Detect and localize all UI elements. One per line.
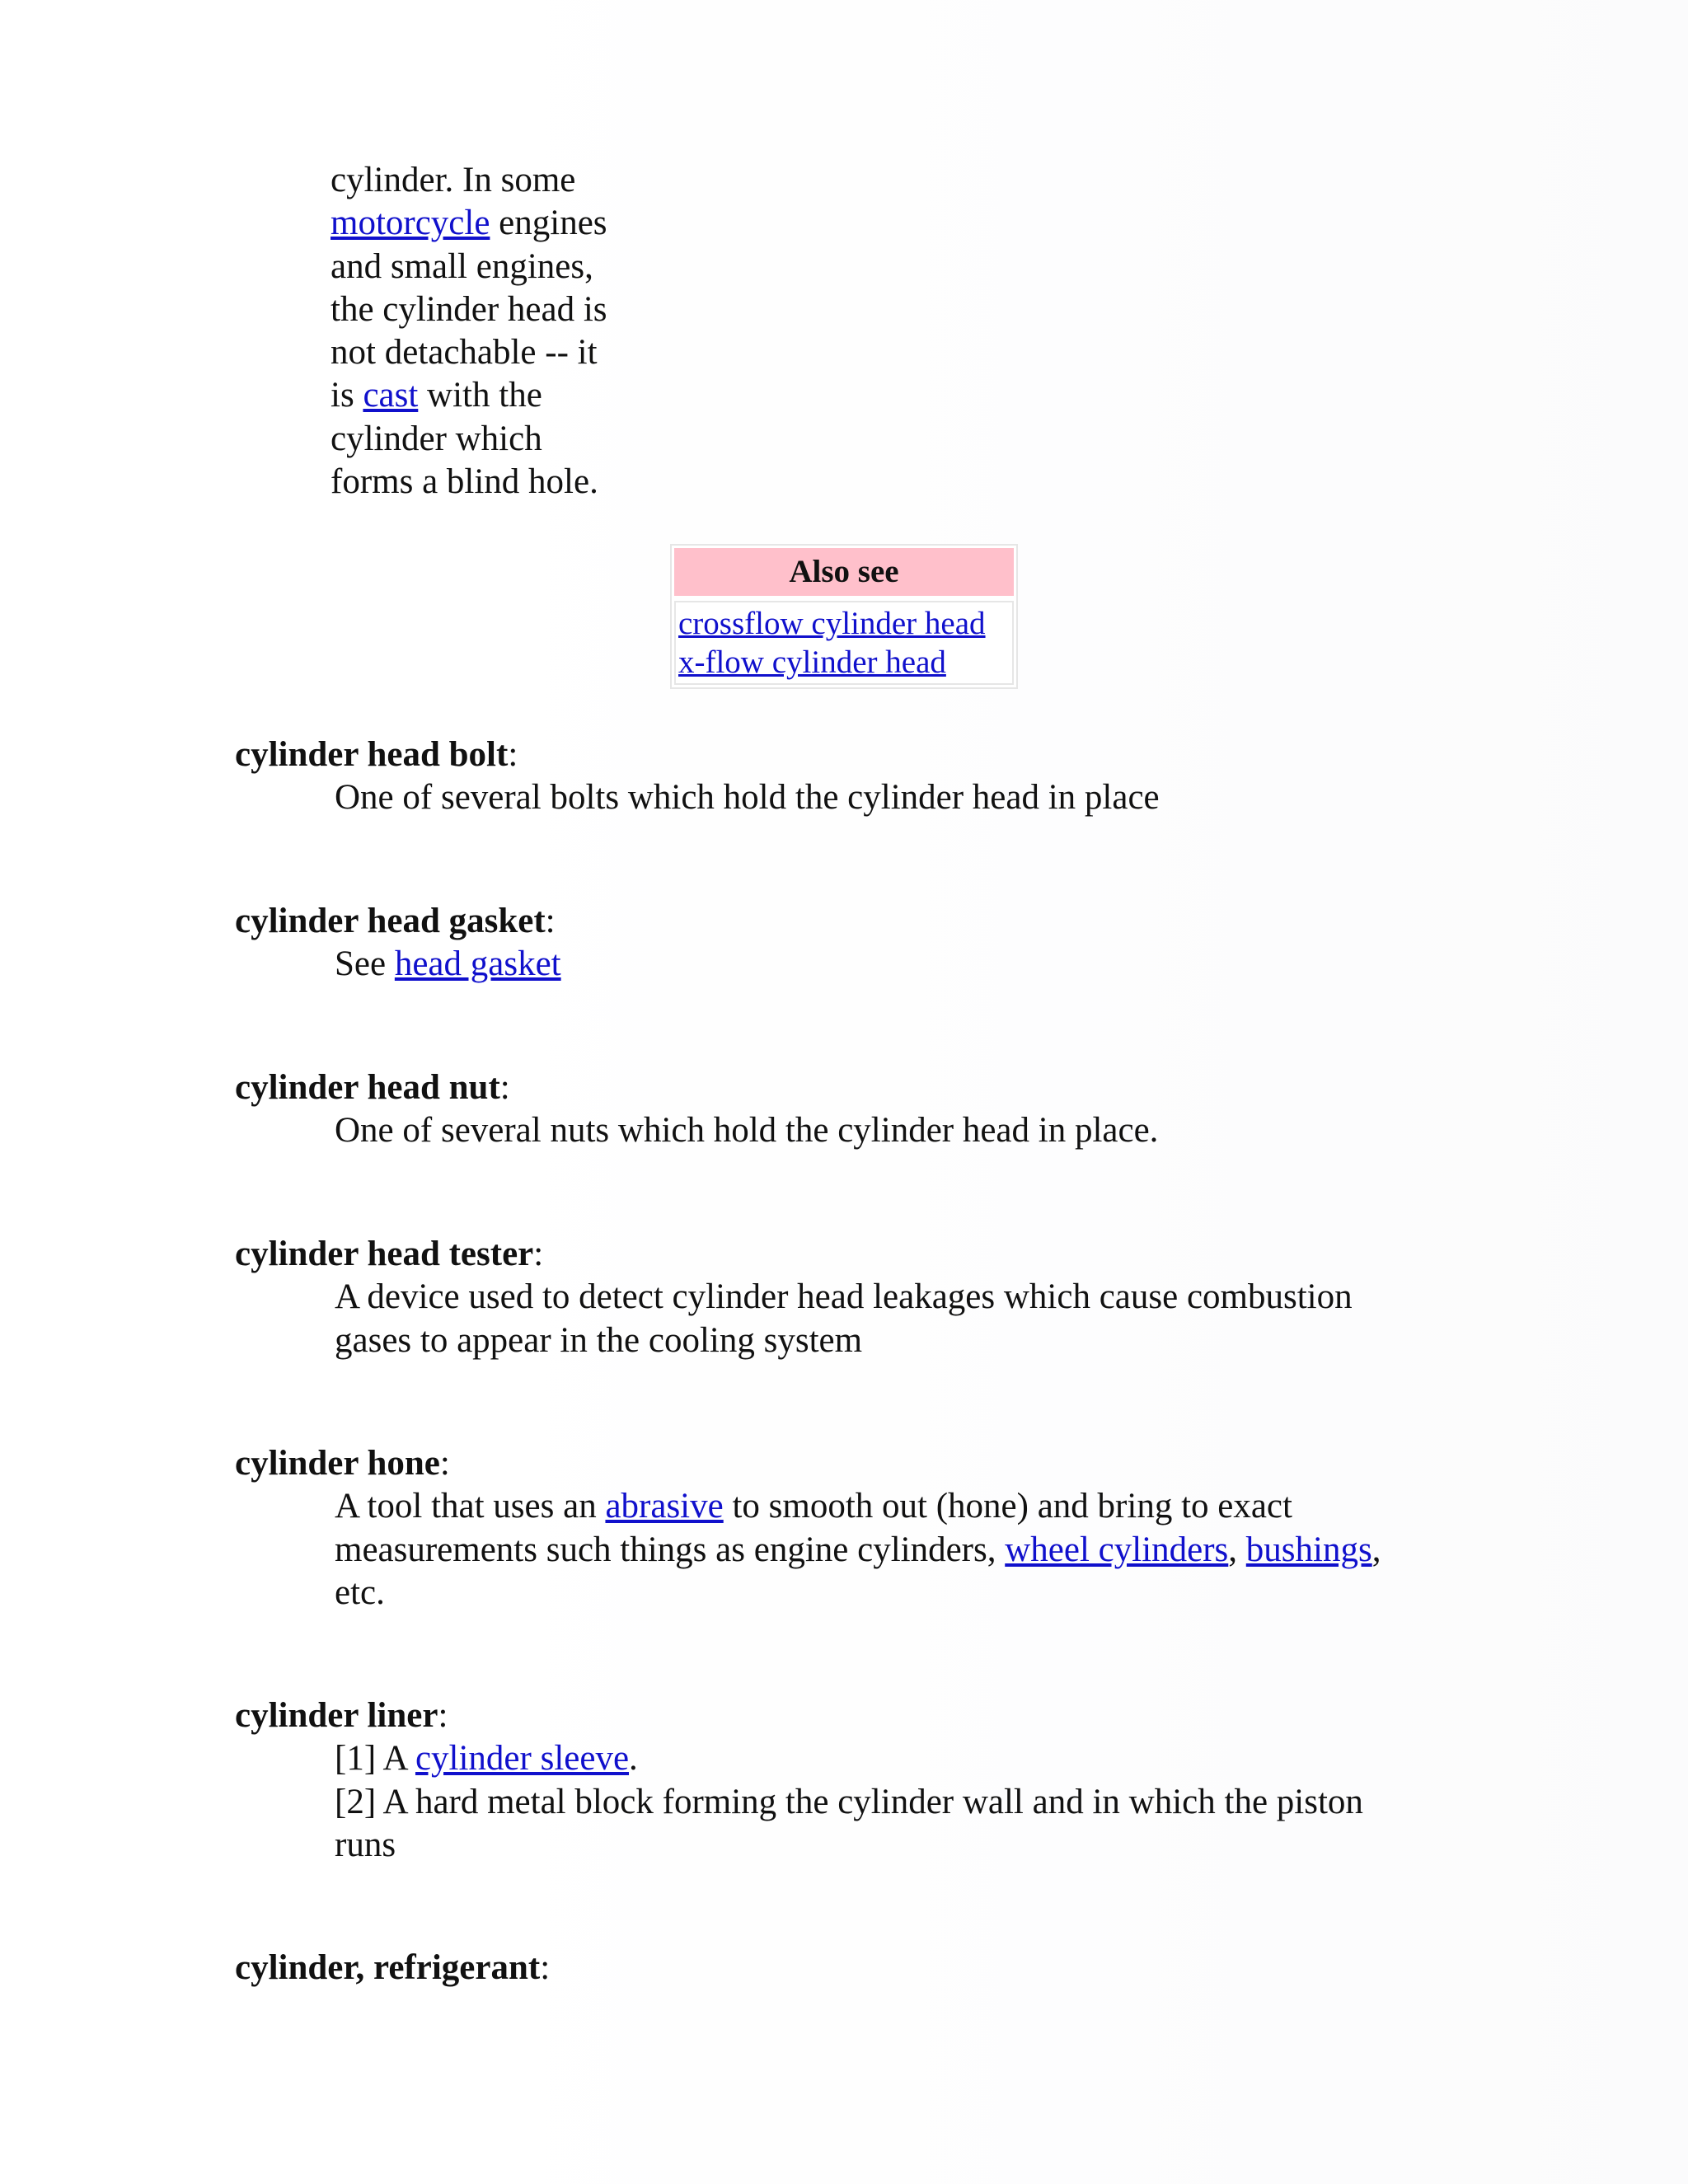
definition-line: One of several nuts which hold the cylinder head in place. [335, 1111, 1159, 1151]
intro-line: cylinder which [331, 419, 542, 458]
wheel-cylinders-link[interactable]: wheel cylinders [1005, 1530, 1229, 1569]
entry-definition [335, 1109, 1587, 1152]
term-text: cylinder head bolt [235, 735, 509, 774]
entry-definition [335, 776, 1587, 819]
entry-term [235, 1442, 1587, 1485]
intro-line: cylinder. In some [331, 161, 576, 199]
intro-text: with the [418, 376, 542, 415]
entry-term [235, 1694, 1587, 1737]
definition-text: to smooth out (hone) and bring to exact [723, 1487, 1292, 1526]
entry-term [235, 1066, 1587, 1109]
term-text: cylinder head nut [235, 1068, 500, 1107]
definition-text: measurements such things as engine cylinders, [335, 1530, 1006, 1569]
definition-line [335, 943, 1587, 986]
also-see-title: Also see [674, 548, 1014, 596]
entry-definition [335, 1276, 1587, 1362]
entry-cylinder-refrigerant [235, 1947, 550, 1990]
also-see-box [670, 544, 1018, 689]
also-see-links [674, 601, 1014, 685]
term-colon: : [499, 1068, 510, 1107]
term-colon: : [439, 1444, 450, 1483]
entry-cylinder-head-tester [235, 1233, 1587, 1362]
term-text: cylinder head gasket [235, 902, 546, 940]
intro-line [331, 374, 644, 417]
intro-line: forms a blind hole. [331, 462, 598, 502]
entry-cylinder-liner [235, 1694, 1587, 1867]
entry-definition [335, 1485, 1587, 1615]
definition-line [335, 1529, 1587, 1572]
motorcycle-link[interactable]: motorcycle [331, 204, 490, 243]
abrasive-link[interactable]: abrasive [605, 1487, 724, 1526]
term-colon: : [545, 902, 556, 940]
intro-line: the cylinder head is [331, 289, 607, 329]
entry-term [235, 733, 1587, 776]
definition-line: etc. [335, 1572, 385, 1612]
intro-text: engines [490, 204, 607, 243]
crossflow-cylinder-head-link[interactable]: crossflow cylinder head [678, 606, 986, 641]
entry-term [235, 1233, 1587, 1276]
cylinder-sleeve-link[interactable]: cylinder sleeve [415, 1739, 630, 1779]
entry-term [235, 900, 1587, 943]
definition-text: . [629, 1739, 638, 1779]
head-gasket-link[interactable]: head gasket [394, 944, 561, 984]
entry-cylinder-hone [235, 1442, 1587, 1615]
entry-term [235, 1947, 550, 1990]
entry-cylinder-head-gasket [235, 900, 1587, 987]
term-colon: : [438, 1696, 448, 1735]
bushings-link[interactable]: bushings [1245, 1530, 1372, 1569]
term-text: cylinder, refrigerant [235, 1948, 541, 1987]
entry-cylinder-head-bolt [235, 733, 1587, 820]
term-text: cylinder head tester [235, 1235, 534, 1273]
term-colon: : [533, 1235, 544, 1273]
intro-text: is [331, 376, 363, 415]
term-colon: : [508, 735, 518, 774]
definition-line: runs [335, 1825, 396, 1864]
entry-cylinder-head-nut [235, 1066, 1587, 1153]
definition-line: A device used to detect cylinder head leakages which cause combustion [335, 1277, 1353, 1317]
term-text: cylinder hone [235, 1444, 440, 1483]
definition-line: One of several bolts which hold the cylinder head in place [335, 778, 1160, 818]
definition-text: , [1372, 1530, 1381, 1569]
x-flow-cylinder-head-link[interactable]: x-flow cylinder head [678, 644, 946, 680]
intro-line: not detachable -- it [331, 333, 598, 373]
intro-line [331, 202, 644, 245]
intro-line: and small engines, [331, 246, 593, 286]
definition-line: [2] A hard metal block forming the cylinder wall and in which the piston [335, 1782, 1363, 1821]
entry-definition [335, 943, 1587, 986]
term-colon: : [540, 1948, 551, 1987]
definition-text: , [1228, 1530, 1246, 1569]
definition-line [335, 1485, 1587, 1528]
definition-text: A tool that uses an [335, 1487, 606, 1526]
definition-text: [1] A [335, 1739, 415, 1779]
cast-link[interactable]: cast [363, 376, 419, 415]
intro-paragraph [331, 159, 644, 504]
definition-text: See [335, 944, 395, 984]
term-text: cylinder liner [235, 1696, 438, 1735]
definition-line: gases to appear in the cooling system [335, 1320, 863, 1360]
definition-line [335, 1737, 1587, 1780]
entry-definition [335, 1737, 1587, 1867]
